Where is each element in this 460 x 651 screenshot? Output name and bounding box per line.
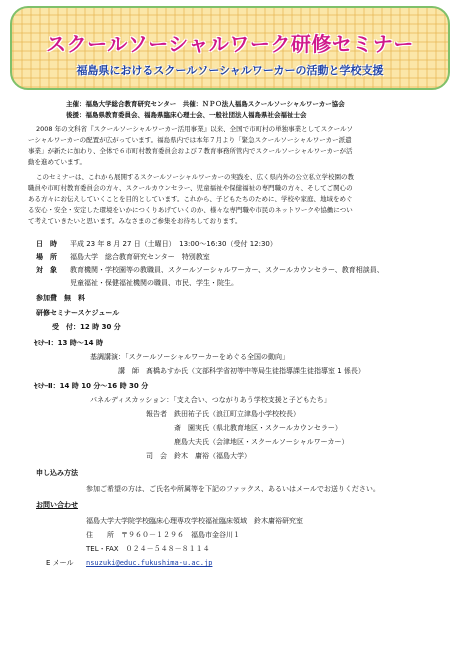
seminar2-panel: パネルディスカッション：「支え合い、つながりあう学校支援と子どもたち」 [90,396,331,404]
seminar2-header: ｾﾐﾅｰⅡ：14 時 10 分～16 時 30 分 [34,382,149,390]
reporter-3: 鹿島大夫氏（会津地区・スクールソーシャルワーカー） [174,438,349,446]
contact-email-label: E メール [46,559,74,567]
intro-p2-line3: ある方々にお伝えしていくことを目的としています。これから、子どもたちのために、学校や家庭、地域をめぐ [28,195,353,203]
seminar1-header: ｾﾐﾅｰⅠ：13 時～14 時 [34,339,103,347]
target-label: 対 象 [36,266,57,274]
seminar-title: スクールソーシャルワーク研修セミナー [46,32,414,56]
application-text: 参加ご希望の方は、ご氏名や所属等を下記のファックス、あるいはメールでお送りください。 [86,485,380,493]
reporter-label: 報告者 [146,410,167,418]
target-value-line1: 教育機関・学校園等の教職員、スクールソーシャルワーカー、スクールカウンセラー、教育相談員、 [70,266,384,274]
reporter-2: 斎 園実氏（県北教育地区・スクールカウンセラー） [174,424,342,432]
target-value-line2: 児童福祉・保健福祉機関の職員、市民、学生・院生。 [70,279,238,287]
intro-p2-line1: このセミナーは、これから展開するスクールソーシャルワーカーの実践を、広く県内外の公立私立学校園の教 [36,173,354,181]
intro-p1-line4: 動を進めています。 [28,158,86,166]
intro-p2-line2: 職員や市町村教育委員会の方々、スクールカウンセラー、児童福祉や保健福祉の専門職の方々、そしてご関心の [28,184,353,192]
date-value: 平成 23 年 8 月 27 日（土曜日） 13:00～16:30（受付 12:30） [70,240,277,248]
participation-fee: 参加費 無 料 [36,294,85,302]
intro-p1-line1: 2008 年の文科省『スクールソーシャルワーカー活用事業』以来、全国で市町村の単独事業としてスクールソ [36,125,353,133]
seminar1-lecture: 基調講演：「スクールソーシャルワーカーをめぐる全国の動向」 [90,353,289,361]
contact-org: 福島大学大学院学校臨床心理専攻学校福祉臨床領域 鈴木庸裕研究室 [86,517,303,525]
schedule-title: 研修セミナースケジュール [36,309,120,317]
place-value: 福島大学 総合教育研究センター 特別教室 [70,253,210,261]
contact-title: お問い合わせ [36,501,78,509]
intro-p1-line2: ーシャルワーカーの配置が広がっています。福島県内では本年７月より「緊急スクールソーシャルワーカー派遣 [28,136,352,144]
moderator: 司 会 鈴木 庸裕（福島大学） [146,452,251,460]
seminar1-lecturer: 講 師 髙橋あすか氏（文部科学省初等中等局生徒指導課生徒指導室 1 係長） [118,367,365,375]
intro-p2-line4: る安心・安全・安定した環境をいかにつくりあげていくのか、様々な専門職や市民のネットワークや協働につい [28,206,353,214]
application-title: 申し込み方法 [36,469,78,477]
organizers-main: 主催：福島大学総合教育研究センター 共催：ＮＰＯ法人福島スクールソーシャルワーカー協会 [66,100,345,108]
organizers-support: 後援：福島県教育委員会、福島県臨床心理士会、一般社団法人福島県社会福祉士会 [66,111,307,119]
date-label: 日 時 [36,240,57,248]
title-banner [10,6,450,90]
contact-phone: TEL・FAX ０２４－５４８－８１１４ [86,545,210,553]
intro-p2-line5: て考えていきたいと思います。みなさまのご参集をお待ちしております。 [28,217,242,225]
contact-email-link[interactable]: nsuzuki@educ.fukushima-u.ac.jp [86,559,213,567]
place-label: 場 所 [36,253,57,261]
intro-p1-line3: 事業」が新たに加わり、全体で６市町村教育委員会および７教育事務所管内でスクールソーシャルワーカーが活 [28,147,353,155]
reception-time: 受 付：12 時 30 分 [52,323,121,331]
reporter-1: 鉄田祐子氏（浪江町立津島小学校校長） [174,410,300,418]
seminar-subtitle: 福島県におけるスクールソーシャルワーカーの活動と学校支援 [76,64,384,77]
contact-address: 住 所 〒９６０－１２９６ 福島市金谷川１ [86,531,240,539]
